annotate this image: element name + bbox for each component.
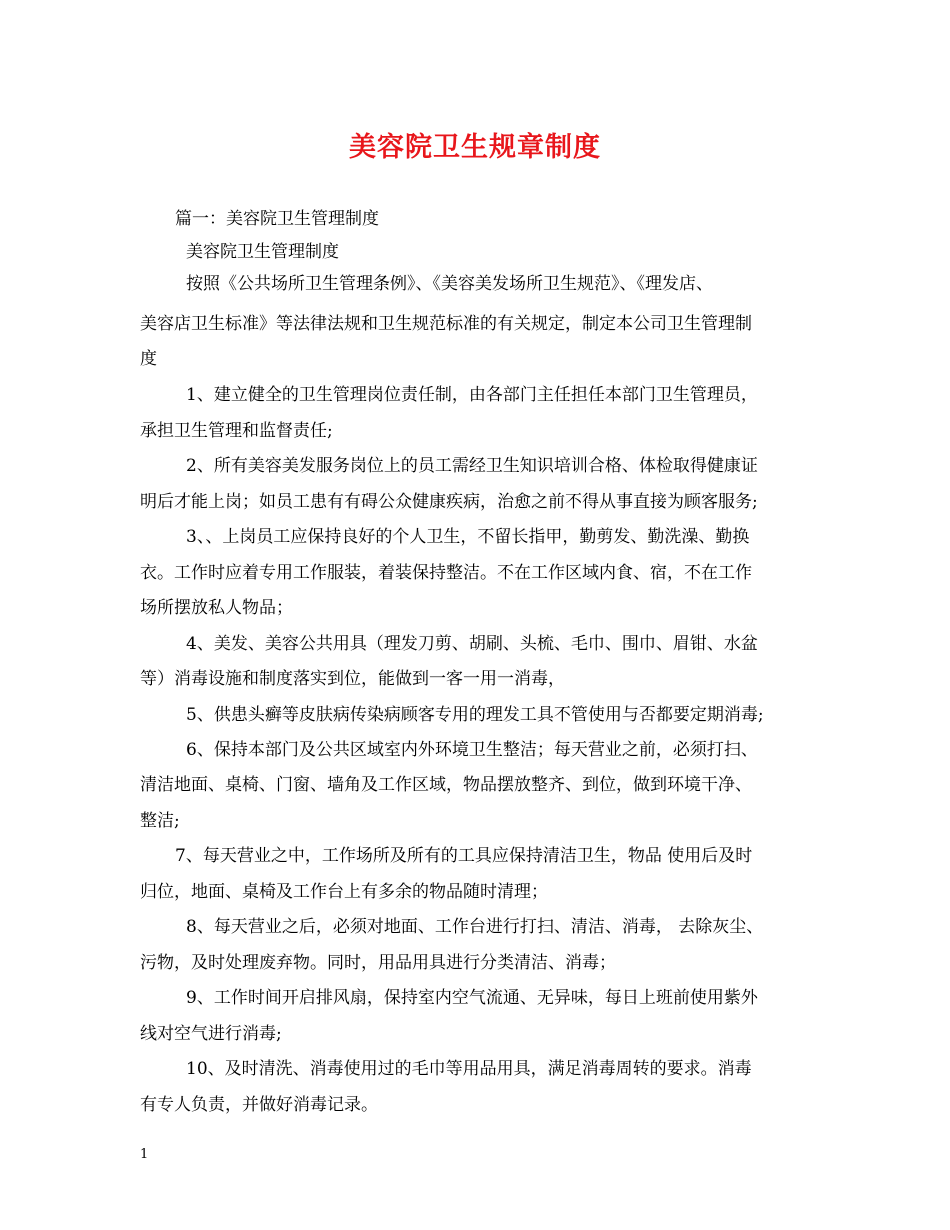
paragraph-line: 7、每天营业之中，工作场所及所有的工具应保持清洁卫生，物品 使用后及时 [175, 846, 753, 866]
document-title: 美容院卫生规章制度 [349, 132, 601, 163]
paragraph-line: 整洁; [140, 811, 180, 831]
paragraph-line: 4、美发、美容公共用具（理发刀剪、胡刷、头梳、毛巾、围巾、眉钳、水盆 [186, 634, 758, 654]
paragraph-line: 按照《公共场所卫生管理条例》、《美容美发场所卫生规范》、《理发店、 [186, 274, 713, 294]
chapter-heading: 篇一：美容院卫生管理制度 [175, 209, 379, 229]
paragraph-line: 度 [140, 349, 157, 369]
paragraph-line: 2、所有美容美发服务岗位上的员工需经卫生知识培训合格、体检取得健康证 [186, 456, 758, 476]
paragraph-line: 场所摆放私人物品； [140, 598, 293, 618]
paragraph-line: 线对空气进行消毒; [140, 1024, 282, 1044]
paragraph-line: 明后才能上岗；如员工患有有碍公众健康疾病，治愈之前不得从事直接为顾客服务; [140, 492, 758, 512]
paragraph-line: 3、、上岗员工应保持良好的个人卫生，不留长指甲，勤剪发、勤洗澡、勤换 [186, 527, 750, 547]
paragraph-line: 1、建立健全的卫生管理岗位责任制，由各部门主任担任本部门卫生管理员， [186, 385, 758, 405]
paragraph-line: 5、供患头癣等皮肤病传染病顾客专用的理发工具不管使用与否都要定期消毒; [186, 705, 764, 725]
paragraph-line: 8、每天营业之后，必须对地面、工作台进行打扫、清洁、消毒， 去除灰尘、 [186, 917, 764, 937]
paragraph-line: 9、工作时间开启排风扇，保持室内空气流通、无异味，每日上班前使用紫外 [186, 988, 758, 1008]
paragraph-line: 污物，及时处理废弃物。同时，用品用具进行分类清洁、消毒； [140, 953, 616, 973]
section-heading: 美容院卫生管理制度 [186, 242, 339, 262]
page-number: 1 [140, 1147, 149, 1162]
paragraph-line: 6、保持本部门及公共区域室内外环境卫生整洁；每天营业之前，必须打扫、 [186, 740, 758, 760]
paragraph-line: 等）消毒设施和制度落实到位，能做到一客一用一消毒， [140, 669, 565, 689]
paragraph-line: 归位，地面、桌椅及工作台上有多余的物品随时清理； [140, 882, 548, 902]
paragraph-line: 10、及时清洗、消毒使用过的毛巾等用品用具，满足消毒周转的要求。消毒 [186, 1059, 752, 1079]
paragraph-line: 承担卫生管理和监督责任; [140, 421, 333, 441]
paragraph-line: 衣。工作时应着专用工作服装，着装保持整洁。不在工作区域内食、宿，不在工作 [140, 563, 752, 583]
paragraph-line: 清洁地面、桌椅、门窗、墙角及工作区域，物品摆放整齐、到位，做到环境干净、 [140, 775, 752, 795]
paragraph-line: 美容店卫生标准》等法律法规和卫生规范标准的有关规定，制定本公司卫生管理制 [140, 314, 752, 334]
paragraph-line: 有专人负责，并做好消毒记录。 [140, 1095, 378, 1115]
